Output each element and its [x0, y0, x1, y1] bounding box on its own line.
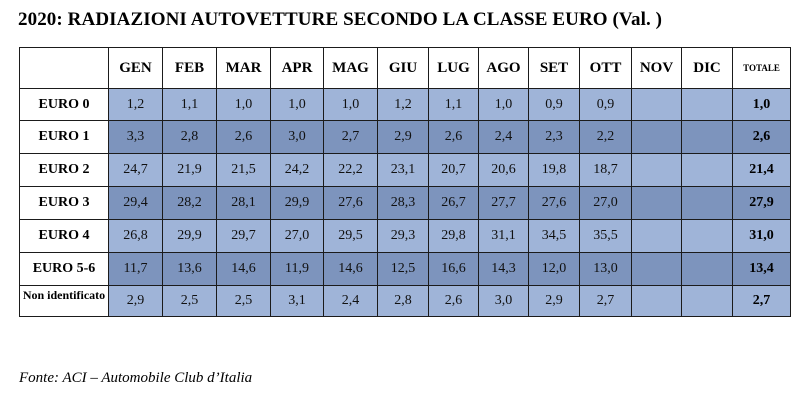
- table-cell: 2,4: [479, 121, 529, 154]
- table-cell: [632, 220, 682, 253]
- table-body: [20, 89, 791, 317]
- table-cell: 14,3: [479, 253, 529, 286]
- table-cell: 2,3: [529, 121, 580, 154]
- table-cell: 2,6: [429, 121, 479, 154]
- table-cell: 1,0: [324, 89, 378, 121]
- table-cell: 23,1: [378, 154, 429, 187]
- table-cell: 20,6: [479, 154, 529, 187]
- table-cell: 14,6: [217, 253, 271, 286]
- row-label: EURO 4: [20, 220, 109, 253]
- table-cell: 18,7: [580, 154, 632, 187]
- table-cell: 2,8: [378, 286, 429, 317]
- table-cell: 2,8: [163, 121, 217, 154]
- table-cell: 29,4: [109, 187, 163, 220]
- column-header-lug: LUG: [429, 48, 479, 89]
- table-cell: 1,0: [479, 89, 529, 121]
- corner-cell: [20, 48, 109, 89]
- table-cell: 3,3: [109, 121, 163, 154]
- table-row: [20, 220, 791, 253]
- table-cell: 3,0: [271, 121, 324, 154]
- table-cell: 2,7: [324, 121, 378, 154]
- table-cell: 29,8: [429, 220, 479, 253]
- table-cell: 26,8: [109, 220, 163, 253]
- total-cell: 27,9: [733, 187, 791, 220]
- emissions-table: [19, 47, 791, 317]
- column-header-mar: MAR: [217, 48, 271, 89]
- column-header-gen: GEN: [109, 48, 163, 89]
- column-header-giu: GIU: [378, 48, 429, 89]
- table-cell: 12,5: [378, 253, 429, 286]
- table-cell: 2,5: [163, 286, 217, 317]
- table-cell: 2,9: [378, 121, 429, 154]
- table-cell: 1,1: [163, 89, 217, 121]
- table-cell: 19,8: [529, 154, 580, 187]
- table-cell: [682, 286, 733, 317]
- table-cell: 3,0: [479, 286, 529, 317]
- table-row: [20, 89, 791, 121]
- table-cell: 14,6: [324, 253, 378, 286]
- table-cell: 12,0: [529, 253, 580, 286]
- table-cell: [682, 187, 733, 220]
- total-cell: 21,4: [733, 154, 791, 187]
- table-cell: 29,9: [163, 220, 217, 253]
- row-label: EURO 3: [20, 187, 109, 220]
- row-label: Non identificato: [20, 286, 109, 317]
- table-cell: [632, 121, 682, 154]
- table-cell: 11,9: [271, 253, 324, 286]
- table-cell: 2,4: [324, 286, 378, 317]
- table-cell: 1,2: [378, 89, 429, 121]
- table-cell: 29,7: [217, 220, 271, 253]
- table-cell: [632, 187, 682, 220]
- column-header-total: TOTALE: [733, 48, 791, 89]
- row-label: EURO 2: [20, 154, 109, 187]
- row-label: EURO 1: [20, 121, 109, 154]
- table-cell: [682, 121, 733, 154]
- column-header-apr: APR: [271, 48, 324, 89]
- table-cell: 2,6: [217, 121, 271, 154]
- table-cell: 35,5: [580, 220, 632, 253]
- table-cell: 0,9: [529, 89, 580, 121]
- header-row: [20, 48, 791, 89]
- table-cell: 24,7: [109, 154, 163, 187]
- column-header-dic: DIC: [682, 48, 733, 89]
- table-cell: 26,7: [429, 187, 479, 220]
- source-note: Fonte: ACI – Automobile Club d’Italia: [19, 370, 253, 386]
- table-cell: 27,0: [271, 220, 324, 253]
- table-cell: 1,0: [271, 89, 324, 121]
- table-cell: 1,2: [109, 89, 163, 121]
- table-row: [20, 286, 791, 317]
- table-cell: 13,0: [580, 253, 632, 286]
- table-cell: 22,2: [324, 154, 378, 187]
- table-cell: 27,7: [479, 187, 529, 220]
- total-cell: 31,0: [733, 220, 791, 253]
- column-header-mag: MAG: [324, 48, 378, 89]
- table-cell: 1,0: [217, 89, 271, 121]
- table-row: [20, 253, 791, 286]
- table-cell: 3,1: [271, 286, 324, 317]
- total-cell: 1,0: [733, 89, 791, 121]
- table-cell: 11,7: [109, 253, 163, 286]
- table-cell: 31,1: [479, 220, 529, 253]
- column-header-ott: OTT: [580, 48, 632, 89]
- table-cell: [682, 154, 733, 187]
- table-title: 2020: RADIAZIONI AUTOVETTURE SECONDO LA CLASSE EURO (Val. ): [18, 9, 663, 30]
- table-cell: 21,5: [217, 154, 271, 187]
- table-cell: [682, 220, 733, 253]
- table-cell: 1,1: [429, 89, 479, 121]
- row-label: EURO 0: [20, 89, 109, 121]
- row-label: EURO 5-6: [20, 253, 109, 286]
- table-cell: 2,9: [109, 286, 163, 317]
- table-cell: [682, 89, 733, 121]
- column-header-feb: FEB: [163, 48, 217, 89]
- table-cell: 20,7: [429, 154, 479, 187]
- column-header-nov: NOV: [632, 48, 682, 89]
- table-cell: 28,3: [378, 187, 429, 220]
- table-cell: [632, 89, 682, 121]
- table-cell: 2,2: [580, 121, 632, 154]
- table-cell: 34,5: [529, 220, 580, 253]
- table-row: [20, 154, 791, 187]
- table-cell: 21,9: [163, 154, 217, 187]
- table-cell: [632, 154, 682, 187]
- table-cell: 27,0: [580, 187, 632, 220]
- table-cell: [632, 286, 682, 317]
- table-cell: 2,5: [217, 286, 271, 317]
- table-cell: [632, 253, 682, 286]
- column-header-set: SET: [529, 48, 580, 89]
- table-row: [20, 121, 791, 154]
- table-cell: 2,7: [580, 286, 632, 317]
- table-cell: 28,1: [217, 187, 271, 220]
- column-header-ago: AGO: [479, 48, 529, 89]
- table-cell: 28,2: [163, 187, 217, 220]
- table-cell: 24,2: [271, 154, 324, 187]
- table-cell: 0,9: [580, 89, 632, 121]
- table-cell: 27,6: [529, 187, 580, 220]
- total-cell: 2,7: [733, 286, 791, 317]
- table-cell: 16,6: [429, 253, 479, 286]
- table-cell: 13,6: [163, 253, 217, 286]
- table-cell: 2,9: [529, 286, 580, 317]
- table-cell: 29,3: [378, 220, 429, 253]
- table-cell: [682, 253, 733, 286]
- table-cell: 29,9: [271, 187, 324, 220]
- total-cell: 13,4: [733, 253, 791, 286]
- total-cell: 2,6: [733, 121, 791, 154]
- table-cell: 29,5: [324, 220, 378, 253]
- table-row: [20, 187, 791, 220]
- table-cell: 2,6: [429, 286, 479, 317]
- table-cell: 27,6: [324, 187, 378, 220]
